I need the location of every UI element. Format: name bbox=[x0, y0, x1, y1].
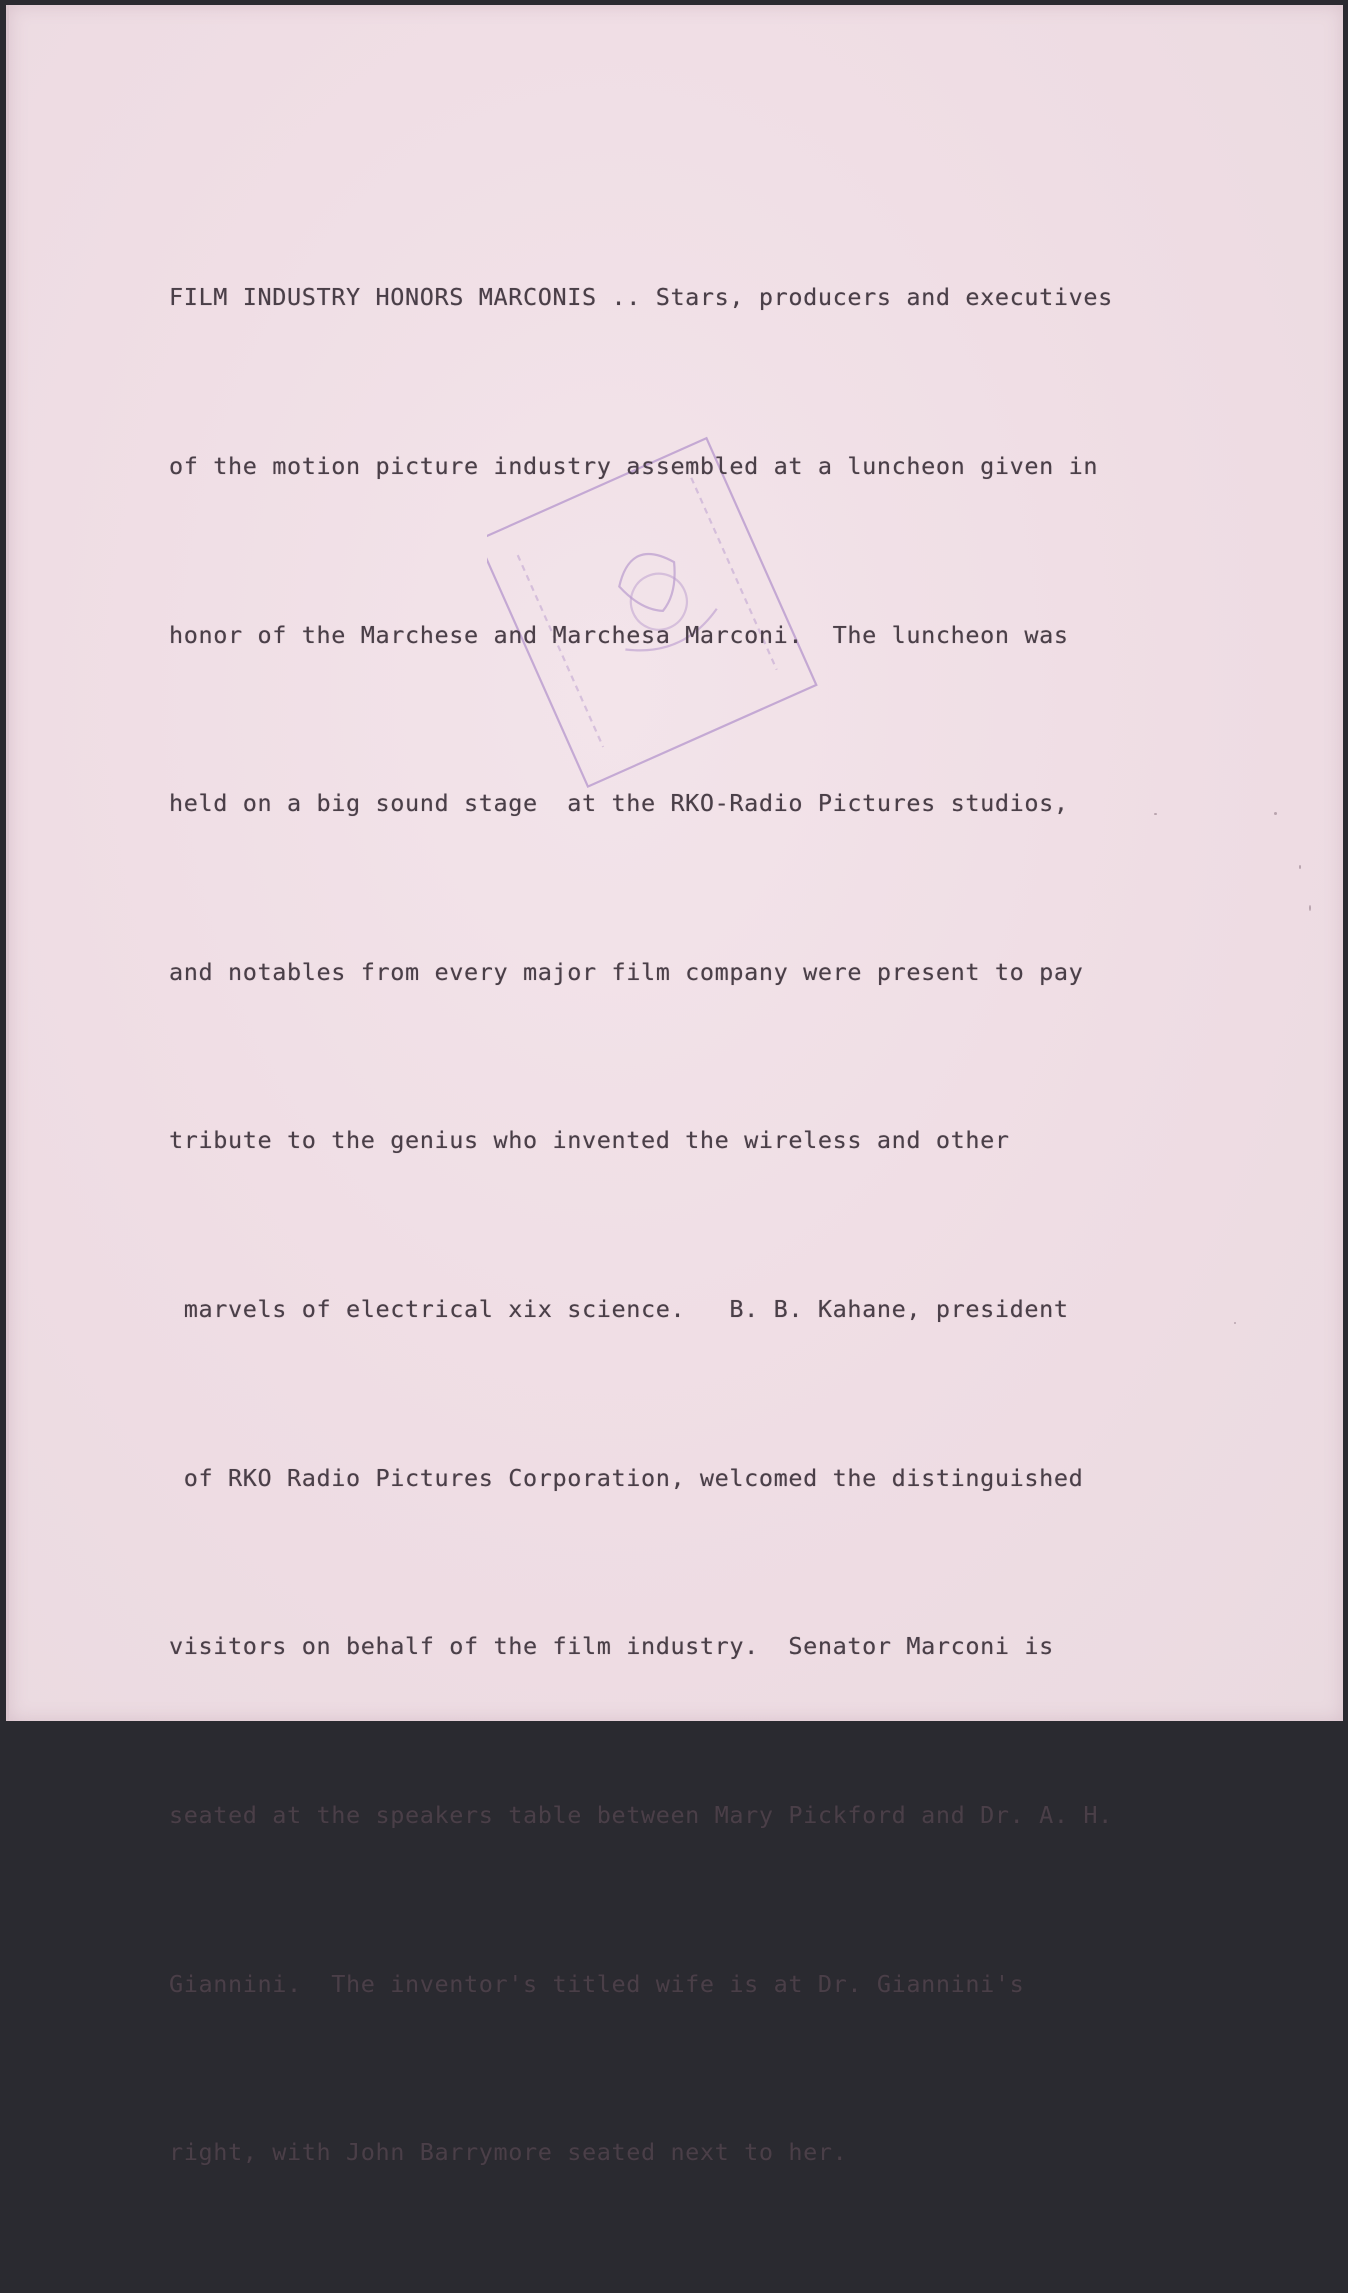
caption-line-10: seated at the speakers table between Mary Pickford and Dr. A. H. bbox=[169, 1800, 1113, 1829]
document-page bbox=[6, 5, 1343, 2167]
paper-speck bbox=[1234, 1322, 1236, 1324]
caption-line-5: and notables from every major film company were present to pay bbox=[169, 957, 1084, 986]
caption-line-8: of RKO Radio Pictures Corporation, welcomed the distinguished bbox=[169, 1463, 1084, 1492]
caption-line-12: right, with John Barrymore seated next to her. bbox=[169, 2138, 848, 2167]
caption-line-2: of the motion picture industry assembled at a luncheon given in bbox=[169, 452, 1099, 481]
caption-line-7: marvels of electrical xix science. B. B. Kahane, president bbox=[169, 1295, 1069, 1324]
press-caption-text bbox=[169, 157, 1269, 2293]
caption-line-6: tribute to the genius who invented the wireless and other bbox=[169, 1126, 1010, 1155]
caption-line-9: visitors on behalf of the film industry. Senator Marconi is bbox=[169, 1632, 1054, 1661]
paper-speck bbox=[1299, 865, 1301, 869]
caption-line-1: FILM INDUSTRY HONORS MARCONIS .. Stars, producers and executives bbox=[169, 283, 1113, 312]
caption-line-11: Giannini. The inventor's titled wife is at Dr. Giannini's bbox=[169, 1969, 1025, 1998]
paper-speck bbox=[1154, 813, 1157, 815]
caption-line-4: held on a big sound stage at the RKO-Radio Pictures studios, bbox=[169, 789, 1069, 818]
caption-line-3: honor of the Marchese and Marchesa Marconi. The luncheon was bbox=[169, 620, 1069, 649]
paper-speck bbox=[1309, 905, 1311, 911]
paper-speck bbox=[1274, 812, 1277, 815]
